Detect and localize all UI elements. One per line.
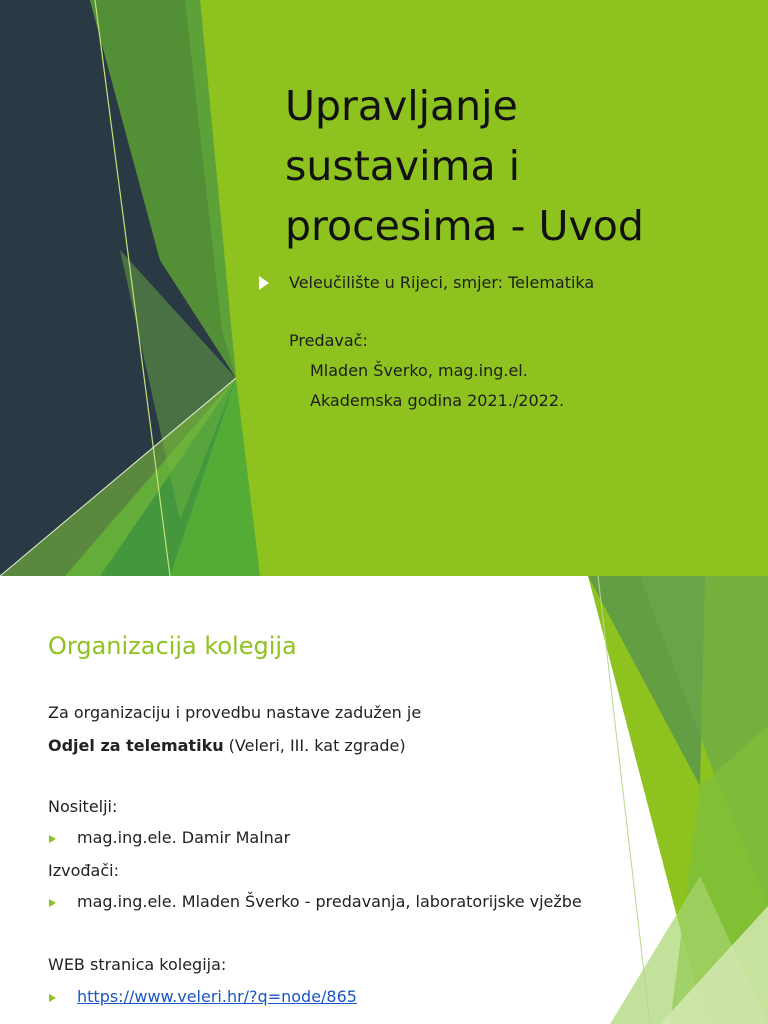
- triangle-bullet-icon: [259, 276, 269, 290]
- slide-heading: Organizacija kolegija: [48, 632, 297, 660]
- department-line: [48, 736, 406, 755]
- academic-year: Akademska godina 2021./2022.: [310, 391, 565, 410]
- arrow-bullet-icon: [49, 994, 56, 1002]
- arrow-bullet-icon: [49, 899, 56, 907]
- department-name: Odjel za telematiku: [48, 736, 224, 755]
- title-line-1: Upravljanje: [285, 82, 518, 130]
- performers-label: Izvođači:: [48, 861, 119, 880]
- holder-item: mag.ing.ele. Damir Malnar: [77, 828, 291, 847]
- course-web-link[interactable]: https://www.veleri.hr/?q=node/865: [77, 987, 357, 1006]
- lecturer-name: Mladen Šverko, mag.ing.el.: [310, 361, 528, 380]
- performer-item: mag.ing.ele. Mladen Šverko - predavanja, laboratorijske vježbe: [77, 892, 582, 911]
- slide-title: [285, 76, 745, 256]
- title-line-2: sustavima i: [285, 142, 521, 190]
- web-label: WEB stranica kolegija:: [48, 955, 227, 974]
- department-location: (Veleri, III. kat zgrade): [223, 736, 406, 755]
- arrow-bullet-icon: [49, 835, 56, 843]
- title-line-3: procesima - Uvod: [285, 202, 644, 250]
- institution-text: Veleučilište u Rijeci, smjer: Telematika: [289, 273, 595, 292]
- lecturer-label: Predavač:: [289, 331, 368, 350]
- intro-text: Za organizaciju i provedbu nastave zadužen je: [48, 703, 422, 722]
- holders-label: Nositelji:: [48, 797, 118, 816]
